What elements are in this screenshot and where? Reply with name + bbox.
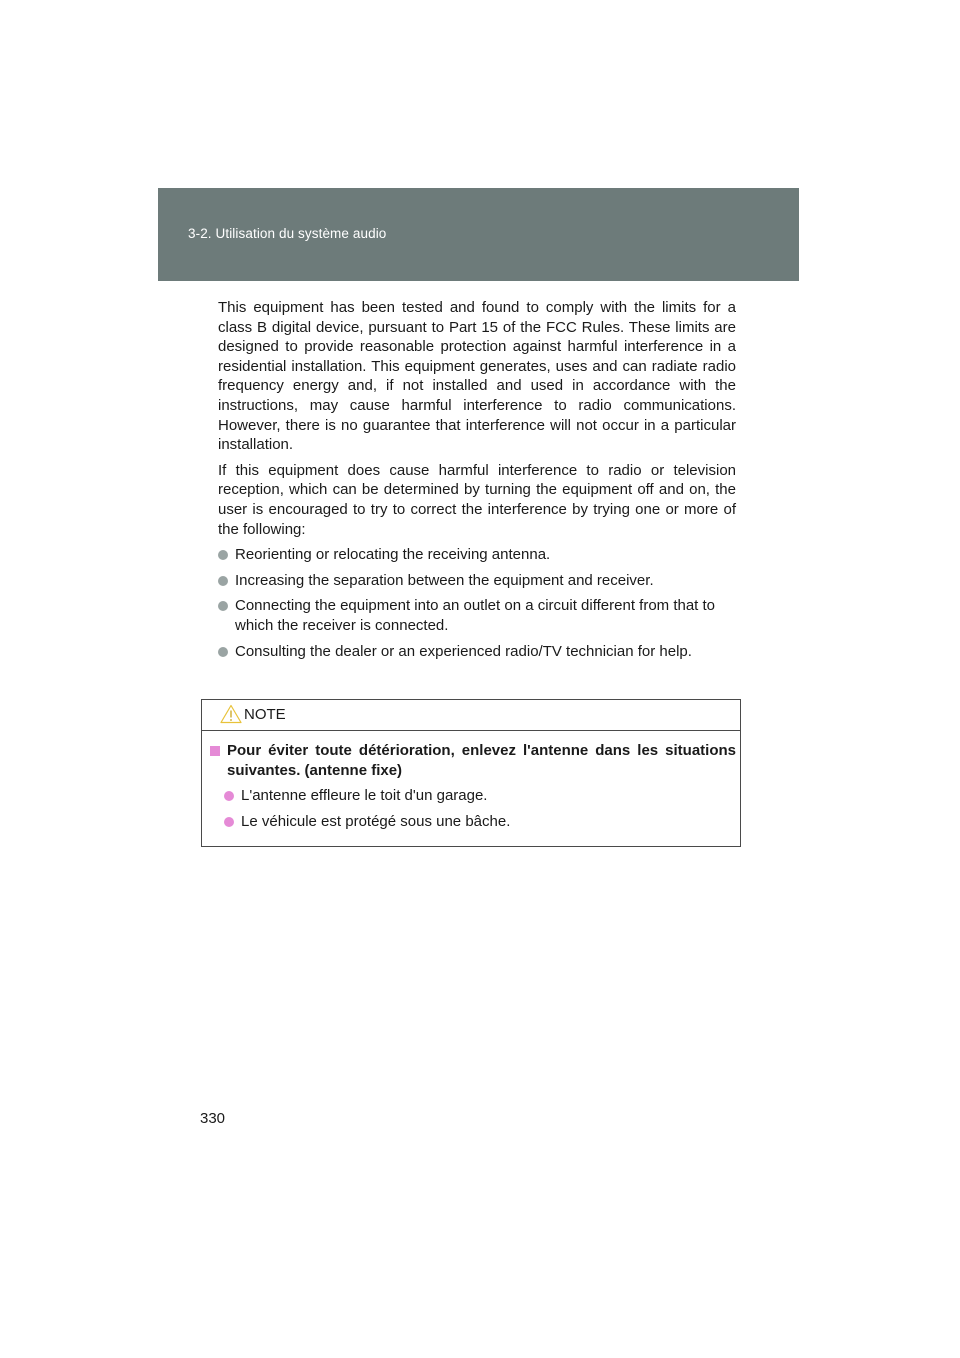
- list-item: [218, 545, 736, 565]
- list-item-text: Le véhicule est protégé sous une bâche.: [241, 812, 511, 830]
- note-header: [202, 700, 740, 731]
- note-heading-text: Pour éviter toute détérioration, enlevez l'antenne dans les situations suivantes. (antenne fixe): [227, 742, 736, 779]
- list-item-text: Increasing the separation between the equipment and receiver.: [235, 571, 654, 589]
- bullet-dot-icon: [224, 791, 234, 801]
- fcc-paragraph-2: If this equipment does cause harmful interference to radio or television reception, which can be determined by turning the equipment off and on, the user is encouraged to try to correct the interference by trying one or more of the following:: [218, 461, 736, 538]
- bullet-dot-icon: [224, 817, 234, 827]
- fcc-paragraph-1: This equipment has been tested and found to comply with the limits for a class B digital device, pursuant to Part 15 of the FCC Rules. These limits are designed to provide reasonable protection against harmful interference in a residential installation. This equipment generates, uses and can radiate radio frequency energy and, if not installed and used in accordance with the instructions, may cause harmful interference to radio communications. However, there is no guarantee that interference will not occur in a particular installation.: [218, 299, 736, 454]
- section-header-bar: [158, 188, 799, 281]
- list-item: [218, 642, 736, 662]
- bullet-dot-icon: [218, 601, 228, 611]
- bullet-dot-icon: [218, 576, 228, 586]
- note-box: [201, 699, 741, 847]
- list-item-text: Reorienting or relocating the receiving antenna.: [235, 546, 551, 564]
- list-item-text: L'antenne effleure le toit d'un garage.: [241, 787, 488, 805]
- section-title: 3-2. Utilisation du système audio: [188, 226, 387, 241]
- note-body: [210, 741, 736, 837]
- note-title: NOTE: [244, 706, 286, 723]
- list-item-text: Connecting the equipment into an outlet on a circuit different from that to which the receiver is connected.: [235, 597, 716, 634]
- note-heading: [210, 741, 736, 780]
- list-item: [210, 812, 736, 832]
- list-item-text: Consulting the dealer or an experienced radio/TV technician for help.: [235, 642, 692, 660]
- bullet-dot-icon: [218, 550, 228, 560]
- list-item: [218, 596, 736, 635]
- remedy-list: [218, 545, 736, 661]
- main-content: [218, 298, 736, 667]
- page-number: 330: [200, 1110, 226, 1127]
- square-bullet-icon: [210, 746, 220, 756]
- bullet-dot-icon: [218, 647, 228, 657]
- list-item: [218, 571, 736, 591]
- list-item: [210, 786, 736, 806]
- warning-triangle-icon: [220, 704, 242, 724]
